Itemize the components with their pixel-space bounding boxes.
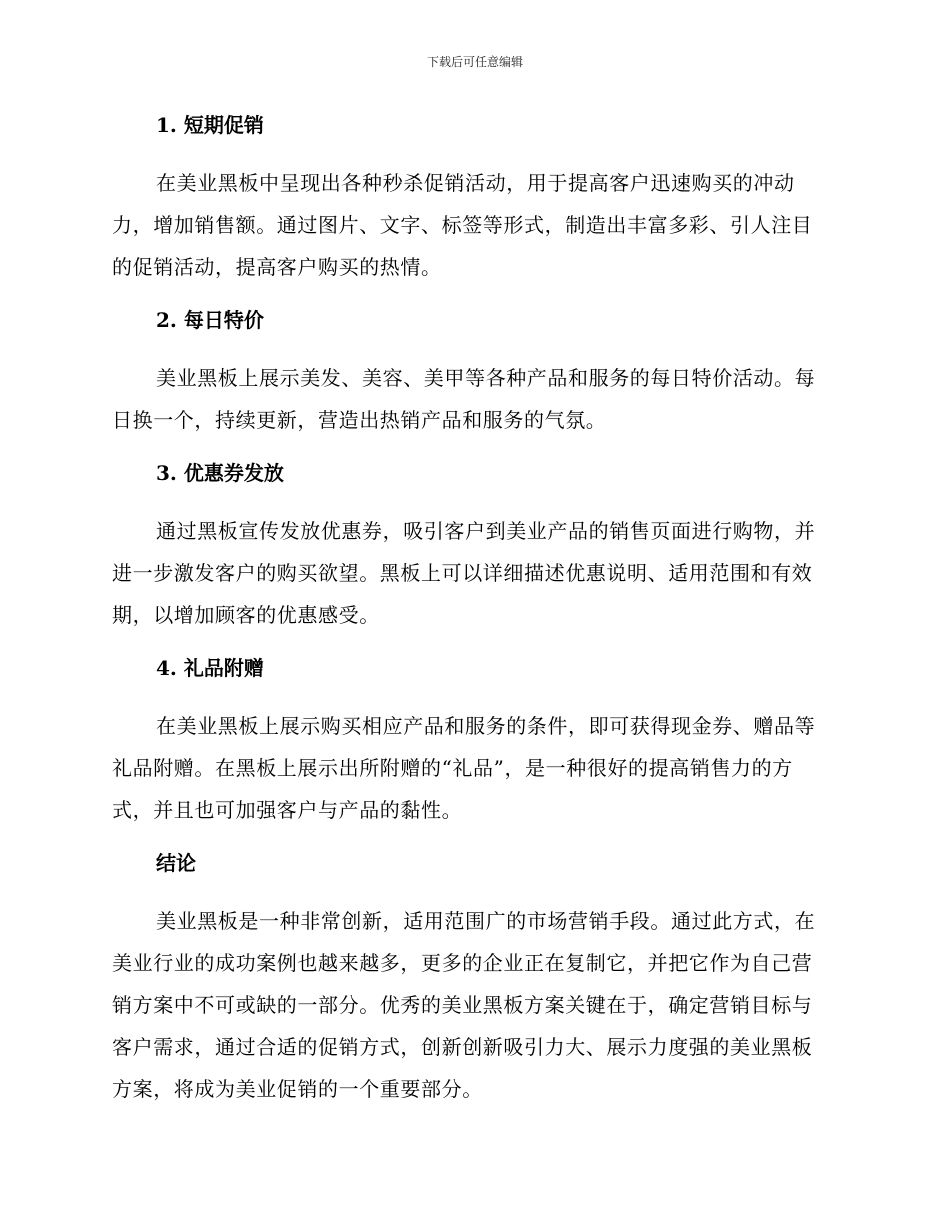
spacer bbox=[112, 636, 832, 653]
spacer bbox=[112, 490, 832, 510]
spacer bbox=[112, 441, 832, 458]
spacer bbox=[112, 685, 832, 705]
section-paragraph-conclusion: 美业黑板是一种非常创新，适用范围广的市场营销手段。通过此方式，在美业行业的成功案例也越来越多，更多的企业正在复制它，并把它作为自己营销方案中不可或缺的一部分。优秀的美业黑板方案关键在于，确定营销目标与客户需求，通过合适的促销方式，创新创新吸引力大、展示力度强的美业黑板方案，将成为美业促销的一个重要部分。 bbox=[112, 909, 816, 1101]
section-paragraph-short-term-promotion: 在美业黑板中呈现出各种秒杀促销活动，用于提高客户迅速购买的冲动力，增加销售额。通过图片、文字、标签等形式，制造出丰富多彩、引人注目的促销活动，提高客户购买的热情。 bbox=[112, 171, 813, 279]
section-heading-coupon: 3. 优惠券发放 bbox=[156, 461, 284, 485]
spacer bbox=[112, 880, 832, 900]
page-header-note: 下载后可任意编辑 bbox=[426, 55, 523, 69]
spacer bbox=[112, 831, 832, 848]
section-paragraph-coupon: 通过黑板宣传发放优惠券，吸引客户到美业产品的销售页面进行购物，并进一步激发客户的购买欲望。黑板上可以详细描述优惠说明、适用范围和有效期，以增加顾客的优惠感受。 bbox=[112, 519, 816, 627]
section-heading-gift: 4. 礼品附赠 bbox=[156, 656, 264, 680]
section-paragraph-daily-special: 美业黑板上展示美发、美容、美甲等各种产品和服务的每日特价活动。每日换一个，持续更新，营造出热销产品和服务的气氛。 bbox=[112, 366, 816, 432]
document-body bbox=[112, 110, 832, 1110]
section-heading-conclusion: 结论 bbox=[156, 851, 196, 875]
spacer bbox=[112, 142, 832, 162]
section-heading-short-term-promotion: 1. 短期促销 bbox=[156, 113, 264, 137]
section-heading-daily-special: 2. 每日特价 bbox=[156, 308, 264, 332]
section-paragraph-gift: 在美业黑板上展示购买相应产品和服务的条件，即可获得现金券、赠品等礼品附赠。在黑板上展示出所附赠的“礼品”，是一种很好的提高销售力的方式，并且也可加强客户与产品的黏性。 bbox=[112, 714, 816, 822]
spacer bbox=[112, 337, 832, 357]
spacer bbox=[112, 288, 832, 305]
